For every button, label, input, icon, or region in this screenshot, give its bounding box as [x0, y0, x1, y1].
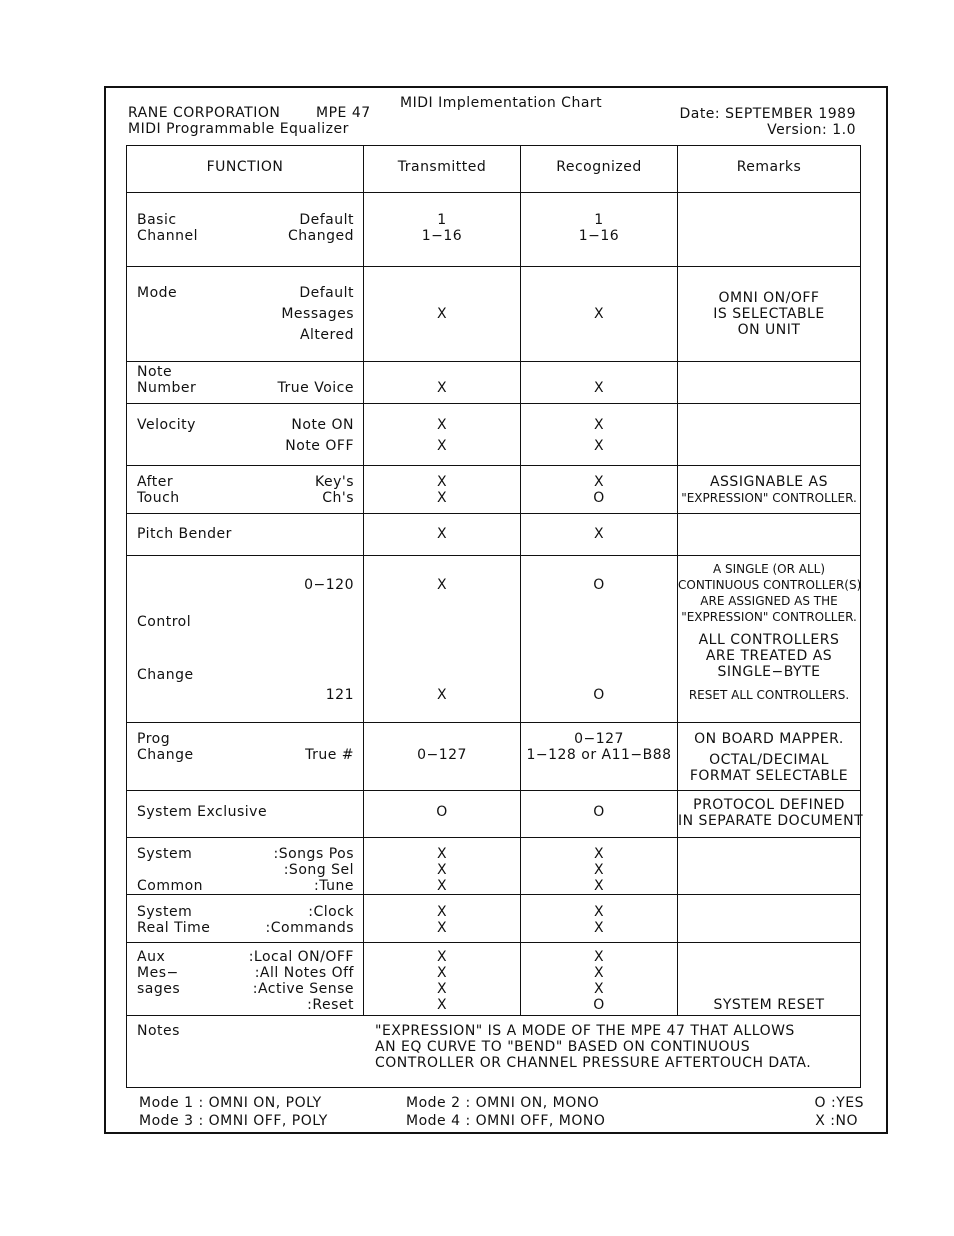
control-tx-range: X: [436, 577, 448, 593]
after-transmitted: [364, 466, 521, 514]
prog-remark-3: FORMAT SELECTABLE: [689, 768, 849, 784]
aux-reset: :Reset: [307, 997, 354, 1013]
after-recognized: [521, 466, 678, 514]
row-basic-channel: [127, 193, 861, 267]
basic-rx-changed: 1−16: [578, 228, 620, 244]
row-aux-messages: [127, 943, 861, 1016]
velocity-tx-off: X: [436, 438, 448, 454]
sysex-remark-2: IN SEPARATE DOCUMENT: [678, 813, 864, 829]
mode-default: Default: [299, 285, 354, 301]
common-rx-3: X: [593, 878, 605, 894]
pitch-rx: X: [593, 526, 605, 542]
prog-label: Prog: [137, 731, 171, 747]
aux-tx-4: X: [436, 997, 448, 1013]
realtime-remarks: [678, 895, 861, 943]
velocity-note-off: Note OFF: [285, 438, 354, 454]
after-function: [127, 466, 364, 514]
control-rx-range: O: [593, 577, 605, 593]
after-chs: Ch's: [322, 490, 354, 506]
mode-transmitted: [364, 267, 521, 362]
mode-remark-3: ON UNIT: [737, 322, 801, 338]
aux-function: [127, 943, 364, 1016]
row-control-change: [127, 556, 861, 723]
basic-changed: Changed: [288, 228, 354, 244]
realtime-clock: :Clock: [308, 904, 354, 920]
row-prog-change: [127, 723, 861, 791]
basic-function: [127, 193, 364, 267]
realtime-rx-2: X: [593, 920, 605, 936]
aux-transmitted: [364, 943, 521, 1016]
basic-tx-default: 1: [437, 212, 447, 228]
control-121: 121: [325, 687, 354, 703]
col-function: [127, 146, 364, 193]
common-rx-2: X: [593, 862, 605, 878]
note-recognized: [521, 362, 678, 404]
mode-1-legend: Mode 1 : OMNI ON, POLY: [139, 1095, 322, 1111]
mode-remarks: [678, 267, 861, 362]
pitch-tx: X: [436, 526, 448, 542]
mode-messages: Messages: [281, 306, 354, 322]
row-note-number: [127, 362, 861, 404]
velocity-label: Velocity: [137, 417, 196, 433]
basic-tx-changed: 1−16: [421, 228, 463, 244]
chart-title: MIDI Implementation Chart: [400, 95, 603, 111]
mode-label: Mode: [137, 285, 178, 301]
header-row: [127, 146, 861, 193]
basic-remarks: [678, 193, 861, 267]
aux-rx-2: X: [593, 965, 605, 981]
common-remarks: [678, 838, 861, 895]
notes-line-2: AN EQ CURVE TO "BEND" BASED ON CONTINUOUS: [375, 1039, 751, 1055]
realtime-commands: :Commands: [265, 920, 354, 936]
row-pitch-bender: [127, 514, 861, 556]
after-keys: Key's: [314, 474, 354, 490]
note-rx: X: [593, 380, 605, 396]
mes-label: Mes−: [137, 965, 179, 981]
sysex-transmitted: [364, 791, 521, 838]
realtime-label: Real Time: [137, 920, 211, 936]
sysex-recognized: [521, 791, 678, 838]
control-recognized: [521, 556, 678, 723]
after-remarks: [678, 466, 861, 514]
pitch-label: Pitch Bender: [137, 526, 232, 542]
common-recognized: [521, 838, 678, 895]
mode-remark-1: OMNI ON/OFF: [718, 290, 820, 306]
after-rx-keys: X: [593, 474, 605, 490]
pitch-remarks: [678, 514, 861, 556]
note-remarks: [678, 362, 861, 404]
common-function: [127, 838, 364, 895]
row-velocity: [127, 404, 861, 466]
control-range: 0−120: [304, 577, 354, 593]
midi-implementation-table: [126, 145, 864, 1088]
basic-label: Basic: [137, 212, 177, 228]
row-notes: [127, 1016, 861, 1088]
common-label: Common: [137, 878, 204, 894]
row-after-touch: [127, 466, 861, 514]
row-system-common: [127, 838, 861, 895]
aux-tx-1: X: [436, 949, 448, 965]
sysex-function: [127, 791, 364, 838]
velocity-note-on: Note ON: [291, 417, 354, 433]
velocity-function: [127, 404, 364, 466]
control-rx-121: O: [593, 687, 605, 703]
channel-label: Channel: [137, 228, 198, 244]
prog-remarks: [678, 723, 861, 791]
row-system-real-time: [127, 895, 861, 943]
common-tune: :Tune: [313, 878, 354, 894]
number-label: Number: [137, 380, 197, 396]
common-system-label: System: [137, 846, 193, 862]
pitch-recognized: [521, 514, 678, 556]
velocity-remarks: [678, 404, 861, 466]
sages-label: sages: [137, 981, 181, 997]
control-remark-2: CONTINUOUS CONTROLLER(S): [678, 578, 862, 592]
pitch-function: [127, 514, 364, 556]
after-tx-keys: X: [436, 474, 448, 490]
mode-remark-2: IS SELECTABLE: [713, 306, 825, 322]
pitch-transmitted: [364, 514, 521, 556]
aux-label: Aux: [137, 949, 166, 965]
chart-date: Date: SEPTEMBER 1989: [679, 106, 856, 122]
col-transmitted: [364, 146, 521, 193]
row-system-exclusive: [127, 791, 861, 838]
realtime-recognized: [521, 895, 678, 943]
notes-line-3: CONTROLLER OR CHANNEL PRESSURE AFTERTOUCH DATA.: [375, 1055, 812, 1071]
sysex-tx: O: [436, 804, 448, 820]
control-transmitted: [364, 556, 521, 723]
notes-line-1: "EXPRESSION" IS A MODE OF THE MPE 47 THAT ALLOWS: [375, 1023, 795, 1039]
after-remark-2: "EXPRESSION" CONTROLLER.: [681, 491, 857, 505]
prog-true-number: True #: [305, 747, 354, 763]
prog-function: [127, 723, 364, 791]
control-remark-6: ARE TREATED AS: [705, 648, 833, 664]
touch-label: Touch: [137, 490, 180, 506]
prog-tx: 0−127: [417, 747, 467, 763]
control-remark-4: "EXPRESSION" CONTROLLER.: [681, 610, 857, 624]
note-label: Note: [137, 364, 173, 380]
aux-rx-1: X: [593, 949, 605, 965]
common-tx-2: X: [436, 862, 448, 878]
after-tx-chs: X: [436, 490, 448, 506]
basic-recognized: [521, 193, 678, 267]
no-legend: X :NO: [815, 1113, 858, 1129]
mode-4-legend: Mode 4 : OMNI OFF, MONO: [406, 1113, 606, 1129]
col-recognized: [521, 146, 678, 193]
prog-recognized: [521, 723, 678, 791]
col-remarks-label: Remarks: [736, 159, 802, 175]
col-function-label: FUNCTION: [206, 159, 284, 175]
prog-change-label: Change: [137, 747, 194, 763]
common-rx-1: X: [593, 846, 605, 862]
basic-rx-default: 1: [594, 212, 604, 228]
velocity-recognized: [521, 404, 678, 466]
realtime-tx-1: X: [436, 904, 448, 920]
chart-version: Version: 1.0: [767, 122, 856, 138]
basic-transmitted: [364, 193, 521, 267]
sysex-rx: O: [593, 804, 605, 820]
aux-recognized: [521, 943, 678, 1016]
realtime-transmitted: [364, 895, 521, 943]
product-name: MIDI Programmable Equalizer: [128, 121, 349, 137]
aux-remarks: [678, 943, 861, 1016]
prog-remark-1: ON BOARD MAPPER.: [694, 731, 844, 747]
note-true-voice: True Voice: [277, 380, 354, 396]
velocity-tx-on: X: [436, 417, 448, 433]
sysex-remarks: [678, 791, 864, 838]
model-number: MPE 47: [316, 105, 371, 121]
velocity-transmitted: [364, 404, 521, 466]
after-remark-1: ASSIGNABLE AS: [709, 474, 829, 490]
sysex-remark-1: PROTOCOL DEFINED: [693, 797, 845, 813]
mode-function: [127, 267, 364, 362]
realtime-rx-1: X: [593, 904, 605, 920]
aux-remark-1: SYSTEM RESET: [713, 997, 825, 1013]
control-remark-1: A SINGLE (OR ALL): [712, 562, 826, 576]
realtime-tx-2: X: [436, 920, 448, 936]
aux-rx-4: O: [593, 997, 605, 1013]
note-transmitted: [364, 362, 521, 404]
aux-rx-3: X: [593, 981, 605, 997]
notes-label: Notes: [137, 1023, 180, 1039]
control-remark-5: ALL CONTROLLERS: [698, 632, 840, 648]
velocity-rx-on: X: [593, 417, 605, 433]
aux-local-on-off: :Local ON/OFF: [248, 949, 354, 965]
prog-remark-2: OCTAL/DECIMAL: [709, 752, 829, 768]
control-remark-8: RESET ALL CONTROLLERS.: [688, 688, 850, 702]
row-mode: [127, 267, 861, 362]
realtime-function: [127, 895, 364, 943]
aux-all-notes-off: :All Notes Off: [254, 965, 354, 981]
mode-3-legend: Mode 3 : OMNI OFF, POLY: [139, 1113, 328, 1129]
col-recognized-label: Recognized: [556, 159, 642, 175]
note-tx: X: [436, 380, 448, 396]
common-songs-pos: :Songs Pos: [273, 846, 354, 862]
mode-rx: X: [593, 306, 605, 322]
mode-recognized: [521, 267, 678, 362]
mode-2-legend: Mode 2 : OMNI ON, MONO: [406, 1095, 600, 1111]
prog-rx-range: 0−127: [574, 731, 624, 747]
control-tx-121: X: [436, 687, 448, 703]
mode-altered: Altered: [299, 327, 354, 343]
control-remark-3: ARE ASSIGNED AS THE: [700, 594, 838, 608]
prog-transmitted: [364, 723, 521, 791]
after-label: After: [137, 474, 174, 490]
col-remarks: [678, 146, 861, 193]
yes-legend: O :YES: [814, 1095, 864, 1111]
sysex-label: System Exclusive: [137, 804, 268, 820]
common-tx-1: X: [436, 846, 448, 862]
control-label: Control: [137, 614, 192, 630]
aux-tx-3: X: [436, 981, 448, 997]
velocity-rx-off: X: [593, 438, 605, 454]
aux-tx-2: X: [436, 965, 448, 981]
notes-cell: [127, 1016, 861, 1088]
change-label: Change: [137, 667, 194, 683]
common-song-sel: :Song Sel: [283, 862, 354, 878]
control-remark-7: SINGLE−BYTE: [717, 664, 821, 680]
common-tx-3: X: [436, 878, 448, 894]
company-name: RANE CORPORATION: [128, 105, 281, 121]
control-remarks: [678, 556, 861, 723]
note-function: [127, 362, 364, 404]
prog-rx-mapped: 1−128 or A11−B88: [526, 747, 672, 763]
mode-tx: X: [436, 306, 448, 322]
basic-default: Default: [299, 212, 354, 228]
realtime-system-label: System: [137, 904, 193, 920]
col-transmitted-label: Transmitted: [397, 159, 487, 175]
aux-active-sense: :Active Sense: [252, 981, 354, 997]
after-rx-chs: O: [593, 490, 605, 506]
common-transmitted: [364, 838, 521, 895]
control-function: [127, 556, 364, 723]
